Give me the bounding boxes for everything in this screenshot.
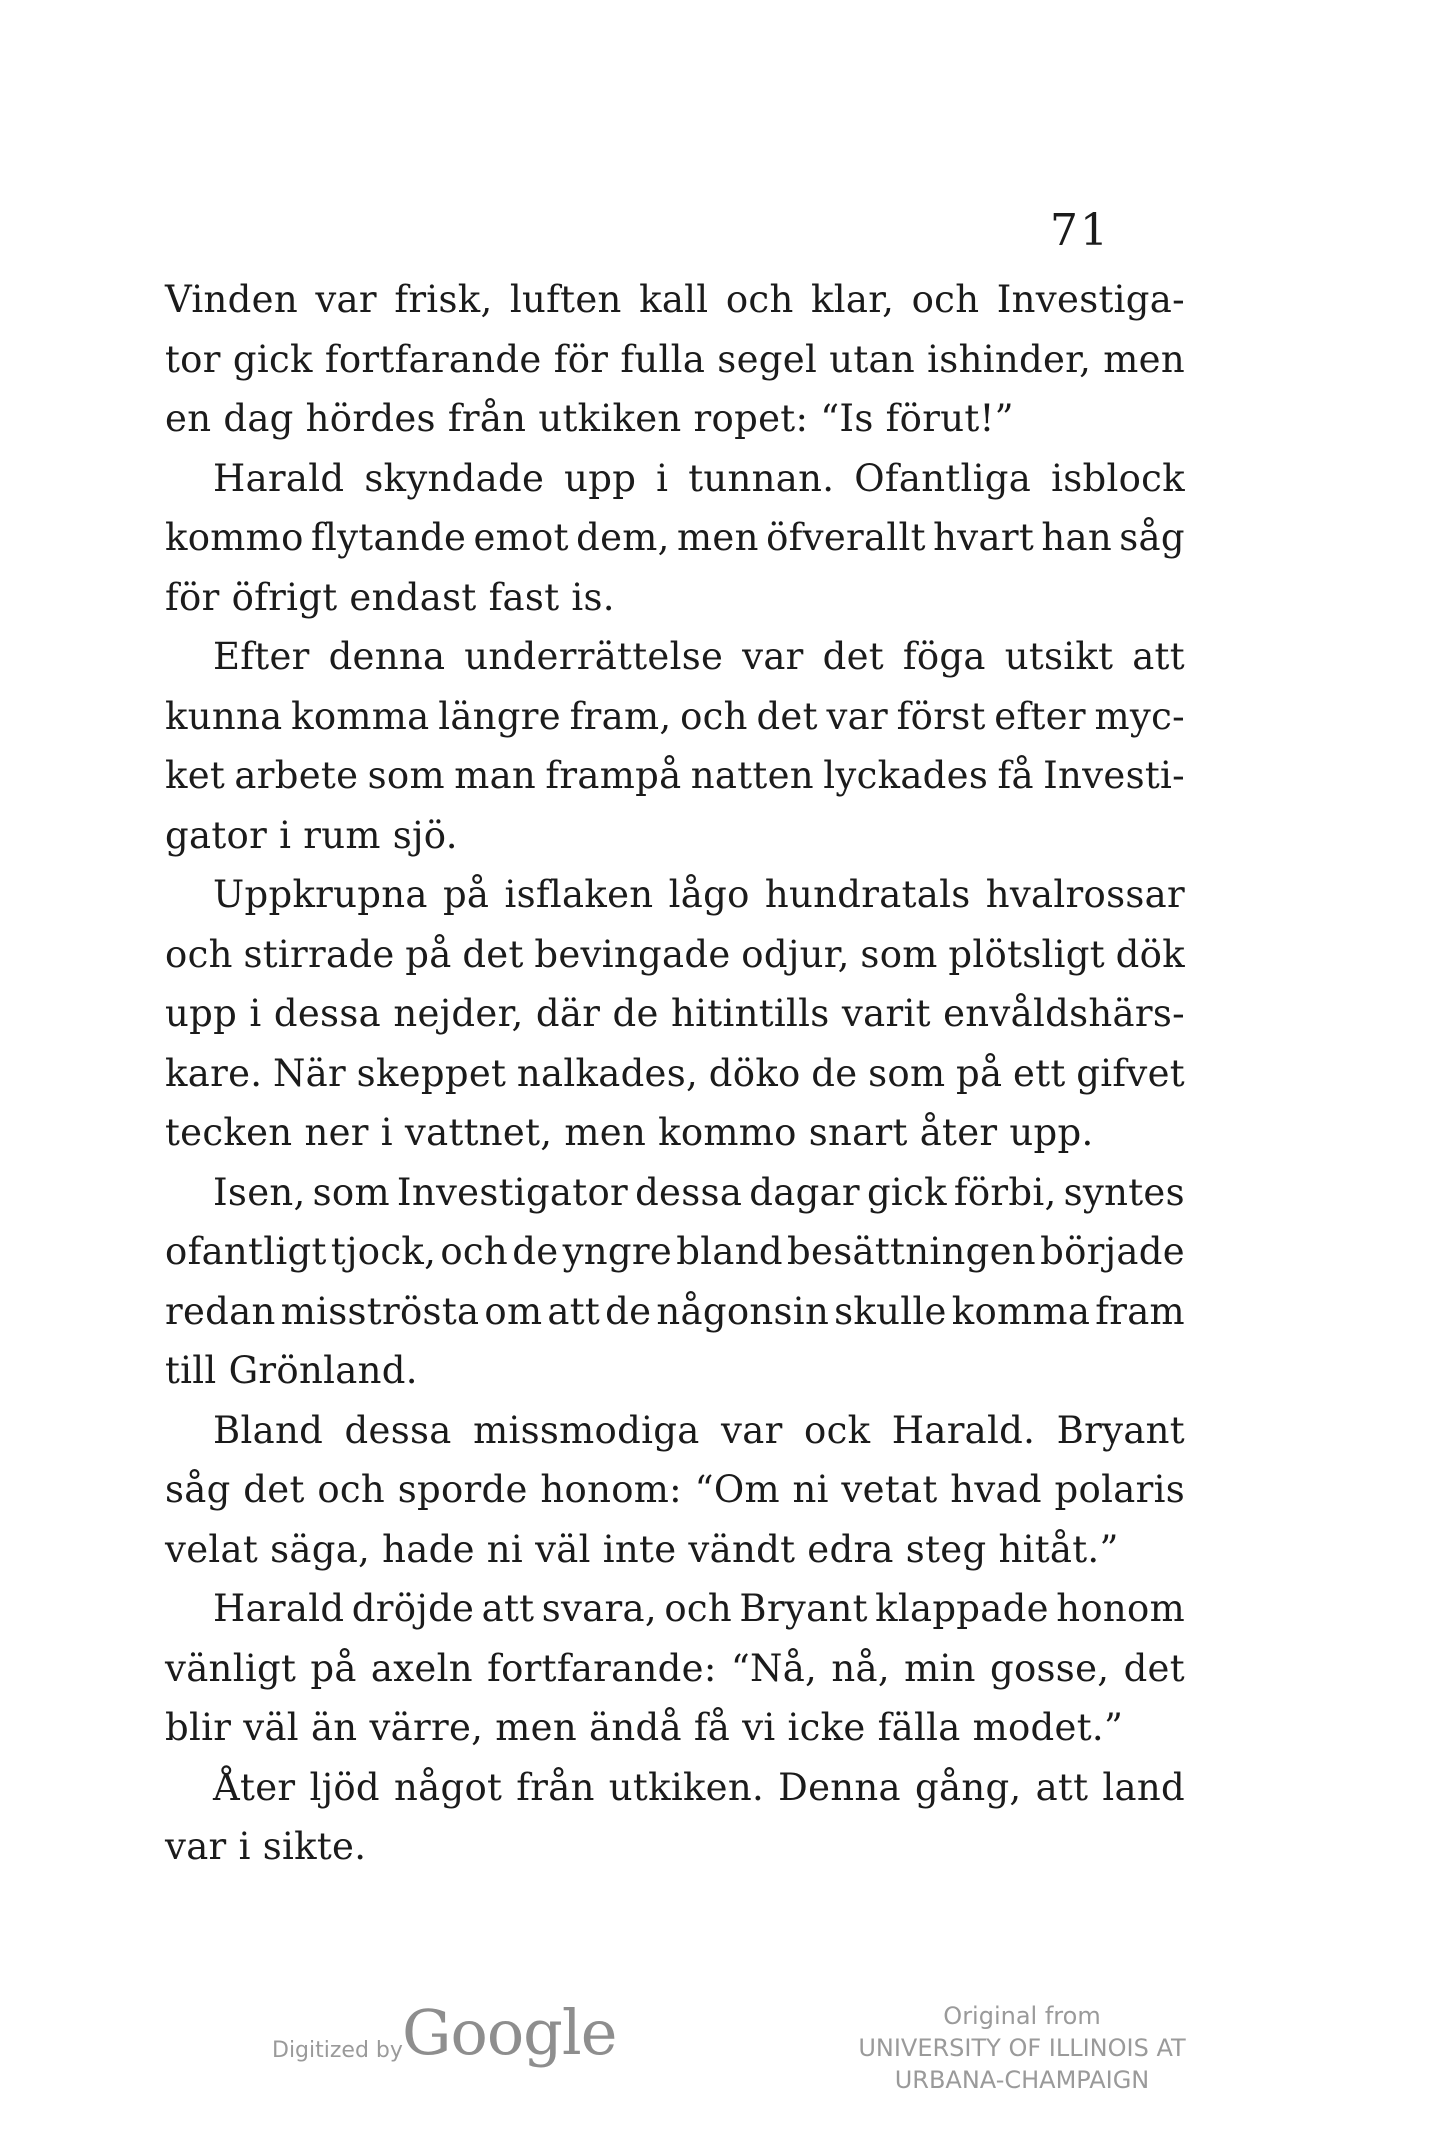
word: dröjde bbox=[351, 1587, 475, 1630]
word: Investiga- bbox=[996, 278, 1185, 321]
word: lyckades bbox=[823, 754, 989, 797]
word: men bbox=[677, 516, 759, 559]
word: modet.” bbox=[972, 1706, 1124, 1749]
word: hundratals bbox=[764, 873, 971, 916]
word: misströsta bbox=[280, 1289, 480, 1333]
word: myc- bbox=[1094, 694, 1185, 738]
word: odjur, bbox=[741, 932, 850, 976]
text-line bbox=[165, 1222, 1185, 1282]
word: ket bbox=[165, 754, 226, 797]
word: natten bbox=[690, 754, 814, 797]
original-from-label: Original from bbox=[943, 2002, 1101, 2030]
text-line bbox=[165, 1460, 1185, 1520]
university-label: UNIVERSITY OF ILLINOIS AT bbox=[858, 2034, 1186, 2062]
word: och bbox=[664, 1587, 733, 1630]
word: det bbox=[756, 694, 818, 738]
word: endast bbox=[349, 575, 477, 619]
word: än bbox=[310, 1706, 358, 1749]
word: gator bbox=[165, 813, 268, 857]
word: förut!” bbox=[885, 397, 1014, 440]
word: Åter bbox=[213, 1765, 296, 1809]
word: Bryant bbox=[1056, 1408, 1185, 1452]
word: Vinden bbox=[165, 278, 298, 321]
word: det bbox=[822, 635, 884, 678]
word: var bbox=[742, 635, 804, 678]
word: skeppet bbox=[356, 1051, 507, 1095]
text-line bbox=[165, 1520, 1185, 1580]
word: tor bbox=[165, 337, 221, 381]
word: i bbox=[380, 1111, 393, 1154]
word: började bbox=[1040, 1230, 1185, 1273]
word: att bbox=[1132, 635, 1185, 678]
word: Harald bbox=[213, 1587, 345, 1630]
word: kommo bbox=[165, 516, 304, 559]
text-line bbox=[165, 270, 1185, 330]
word: “Nå, bbox=[730, 1646, 818, 1690]
text-line bbox=[165, 1401, 1185, 1461]
word: kare. bbox=[165, 1051, 263, 1095]
word: hitåt.” bbox=[998, 1527, 1119, 1571]
text-line bbox=[165, 1698, 1185, 1758]
word: men bbox=[1103, 337, 1185, 381]
word: dessa bbox=[344, 1408, 452, 1452]
word: i bbox=[238, 1825, 251, 1868]
word: redan bbox=[165, 1289, 276, 1333]
word: icke bbox=[787, 1706, 866, 1749]
word: i bbox=[249, 992, 262, 1035]
word: hvad bbox=[950, 1468, 1042, 1511]
word: det bbox=[1123, 1646, 1185, 1690]
word: Investigator bbox=[396, 1170, 629, 1214]
digitized-by-label: Digitized by bbox=[272, 2038, 403, 2063]
word: Uppkrupna bbox=[213, 873, 428, 916]
word: steg bbox=[905, 1527, 987, 1571]
word: gick bbox=[232, 337, 313, 381]
word: värre, bbox=[369, 1706, 484, 1749]
word: ner bbox=[304, 1111, 369, 1154]
word: nalkades, bbox=[516, 1051, 699, 1095]
word: varit bbox=[841, 992, 931, 1035]
word: segel bbox=[717, 337, 818, 381]
word: få bbox=[997, 754, 1034, 797]
word: “Om bbox=[694, 1468, 780, 1511]
word: de bbox=[612, 992, 659, 1035]
word: först bbox=[896, 694, 986, 738]
word: och bbox=[680, 694, 748, 738]
word: gosse, bbox=[989, 1646, 1110, 1690]
word: som bbox=[860, 932, 938, 976]
word: land bbox=[1102, 1765, 1185, 1809]
word: vattnet, bbox=[404, 1111, 553, 1154]
word: i bbox=[656, 456, 669, 500]
word: öfrigt bbox=[231, 575, 338, 619]
word: säga, bbox=[270, 1527, 371, 1571]
word: klar, bbox=[811, 278, 895, 321]
word: dessa bbox=[635, 1170, 743, 1214]
text-line bbox=[165, 389, 1185, 449]
word: Denna bbox=[778, 1765, 901, 1809]
word: fortfarande bbox=[324, 337, 542, 381]
text-line bbox=[165, 1282, 1185, 1342]
word: vändt bbox=[688, 1527, 796, 1571]
word: “Is bbox=[820, 397, 874, 440]
word: Ofantliga bbox=[854, 456, 1032, 500]
word: underrättelse bbox=[464, 635, 724, 678]
word: fram bbox=[1095, 1289, 1185, 1333]
text-line bbox=[165, 508, 1185, 568]
word: Bland bbox=[213, 1408, 324, 1452]
word: tjock, bbox=[330, 1230, 437, 1273]
word: komma bbox=[951, 1289, 1091, 1333]
word: stirrade bbox=[243, 932, 395, 976]
word: hvart bbox=[933, 516, 1035, 559]
text-line bbox=[165, 1341, 1185, 1401]
word: Harald bbox=[213, 456, 345, 500]
text-line bbox=[165, 330, 1185, 390]
word: sjö. bbox=[392, 813, 458, 857]
word: kunna bbox=[165, 694, 283, 738]
word: utkiken bbox=[538, 397, 682, 440]
word: det bbox=[243, 1468, 305, 1511]
word: vänligt bbox=[165, 1646, 297, 1690]
word: besättningen bbox=[787, 1230, 1036, 1273]
word: dagar bbox=[749, 1170, 860, 1214]
word: flytande bbox=[310, 516, 467, 559]
word: sporde bbox=[397, 1468, 528, 1511]
word: var bbox=[315, 278, 377, 321]
word: de bbox=[811, 1051, 858, 1095]
word: såg bbox=[165, 1468, 231, 1511]
word: längre bbox=[438, 694, 561, 738]
text-line bbox=[165, 1817, 1185, 1877]
word: gifvet bbox=[1076, 1051, 1185, 1095]
word: blir bbox=[165, 1706, 232, 1749]
text-line bbox=[165, 806, 1185, 866]
text-line bbox=[165, 865, 1185, 925]
word: Bryant bbox=[739, 1587, 868, 1630]
word: utan bbox=[829, 337, 916, 381]
word: lågo bbox=[668, 873, 750, 916]
text-line bbox=[165, 1103, 1185, 1163]
word: som bbox=[868, 1051, 946, 1095]
word: min bbox=[904, 1646, 976, 1690]
word: fälla bbox=[877, 1706, 961, 1749]
word: isblock bbox=[1051, 456, 1185, 500]
word: ni bbox=[792, 1468, 829, 1511]
word: snart bbox=[808, 1111, 908, 1154]
word: att bbox=[481, 1587, 535, 1630]
word: gick bbox=[866, 1170, 947, 1214]
word: Grönland. bbox=[228, 1349, 418, 1392]
word: dag bbox=[223, 397, 294, 440]
word: i bbox=[279, 813, 292, 857]
word: åter bbox=[919, 1111, 998, 1154]
word: man bbox=[454, 754, 537, 797]
word: att bbox=[547, 1289, 601, 1333]
word: vi bbox=[742, 1706, 776, 1749]
word: få bbox=[693, 1706, 731, 1749]
word: men bbox=[495, 1706, 577, 1749]
word: och bbox=[911, 278, 980, 321]
word: hördes bbox=[305, 397, 436, 440]
word: syntes bbox=[1063, 1170, 1185, 1214]
word: att bbox=[1035, 1765, 1089, 1809]
word: ett bbox=[1013, 1051, 1066, 1095]
word: utsikt bbox=[1004, 635, 1114, 678]
word: inte bbox=[602, 1527, 677, 1571]
word: honom: bbox=[540, 1468, 682, 1511]
word: upp. bbox=[1009, 1111, 1094, 1154]
word: frisk, bbox=[394, 278, 493, 321]
word: klappade bbox=[875, 1587, 1049, 1630]
word: vetat bbox=[841, 1468, 938, 1511]
word: utkiken. bbox=[608, 1765, 765, 1809]
word: och bbox=[440, 1230, 509, 1273]
word: Harald. bbox=[891, 1408, 1036, 1452]
word: fulla bbox=[620, 337, 706, 381]
word: plötsligt bbox=[948, 932, 1105, 976]
text-line bbox=[165, 687, 1185, 747]
word: tecken bbox=[165, 1111, 293, 1154]
text-line bbox=[165, 1044, 1185, 1104]
text-line bbox=[165, 1758, 1185, 1818]
word: ropet: bbox=[693, 397, 809, 440]
word: och bbox=[165, 932, 233, 976]
word: is. bbox=[571, 575, 615, 619]
word: velat bbox=[165, 1527, 259, 1571]
text-line bbox=[165, 1639, 1185, 1699]
word: kommo bbox=[658, 1111, 797, 1154]
word: honom bbox=[1056, 1587, 1185, 1630]
word: upp bbox=[165, 992, 238, 1035]
word: för bbox=[165, 575, 220, 619]
word: yngre bbox=[562, 1230, 673, 1273]
word: nå, bbox=[831, 1646, 890, 1690]
word: svara, bbox=[541, 1587, 657, 1630]
word: till bbox=[165, 1349, 217, 1392]
word: var bbox=[165, 1825, 227, 1868]
word: något bbox=[393, 1765, 503, 1809]
word: ni bbox=[486, 1527, 524, 1571]
word: på bbox=[442, 873, 490, 916]
word: de bbox=[512, 1230, 559, 1273]
word: och bbox=[317, 1468, 386, 1511]
word: fortfarande: bbox=[487, 1646, 717, 1690]
word: missmodiga bbox=[473, 1408, 700, 1452]
word: men bbox=[564, 1111, 647, 1154]
word: som bbox=[312, 1170, 390, 1214]
text-line bbox=[165, 449, 1185, 509]
word: var bbox=[721, 1408, 783, 1452]
word: och bbox=[725, 278, 794, 321]
word: sikte. bbox=[262, 1825, 367, 1868]
footer bbox=[0, 1990, 1434, 2129]
word: envåldshärs- bbox=[943, 992, 1185, 1035]
library-credit bbox=[812, 2000, 1232, 2096]
word: för bbox=[553, 337, 609, 381]
word: de bbox=[605, 1289, 652, 1333]
word: denna bbox=[328, 635, 446, 678]
text-line bbox=[165, 1163, 1185, 1223]
word: från bbox=[447, 397, 527, 440]
word: om bbox=[484, 1289, 543, 1333]
word: frampå bbox=[545, 754, 682, 797]
campus-label: URBANA-CHAMPAIGN bbox=[894, 2066, 1150, 2094]
word: isflaken bbox=[504, 873, 654, 916]
body-text bbox=[165, 270, 1185, 1877]
word: såg bbox=[1119, 516, 1185, 559]
word: väl bbox=[243, 1706, 299, 1749]
word: det bbox=[462, 932, 524, 976]
word: föga bbox=[902, 635, 986, 678]
word: hitintills bbox=[671, 992, 830, 1035]
word: en bbox=[165, 397, 212, 440]
word: dessa bbox=[273, 992, 381, 1035]
word: bevingade bbox=[534, 932, 731, 976]
word: som bbox=[367, 754, 445, 797]
word: hvalrossar bbox=[985, 873, 1185, 916]
word: ändå bbox=[588, 1706, 682, 1749]
word: När bbox=[272, 1051, 347, 1095]
word: upp bbox=[564, 456, 637, 500]
word: emot bbox=[473, 516, 569, 559]
word: dök bbox=[1115, 932, 1185, 976]
text-line bbox=[165, 746, 1185, 806]
word: luften bbox=[509, 278, 622, 321]
word: från bbox=[516, 1765, 595, 1809]
word: ljöd bbox=[309, 1765, 380, 1809]
word: döko bbox=[708, 1051, 801, 1095]
word: på bbox=[405, 932, 452, 976]
word: bland bbox=[676, 1230, 783, 1273]
word: polaris bbox=[1054, 1468, 1185, 1511]
word: väl bbox=[535, 1527, 591, 1571]
text-line bbox=[165, 1579, 1185, 1639]
word: kall bbox=[639, 278, 709, 321]
word: rum bbox=[303, 813, 381, 857]
word: Isen, bbox=[213, 1170, 306, 1214]
word: på bbox=[956, 1051, 1003, 1095]
word: han bbox=[1041, 516, 1112, 559]
word: fast bbox=[488, 575, 560, 619]
word: förbi, bbox=[953, 1170, 1057, 1214]
word: ofantligt bbox=[165, 1230, 327, 1273]
word: på bbox=[310, 1646, 357, 1690]
word: skulle bbox=[834, 1289, 947, 1333]
word: axeln bbox=[370, 1646, 473, 1690]
word: Efter bbox=[213, 635, 310, 678]
word: efter bbox=[994, 694, 1086, 738]
word: Investi- bbox=[1043, 754, 1185, 797]
word: skyndade bbox=[364, 456, 545, 500]
word: edra bbox=[807, 1527, 894, 1571]
word: komma bbox=[291, 694, 430, 738]
word: var bbox=[826, 694, 888, 738]
word: någonsin bbox=[656, 1289, 830, 1333]
word: gång, bbox=[914, 1765, 1022, 1809]
word: där bbox=[535, 992, 601, 1035]
text-line bbox=[165, 984, 1185, 1044]
text-line bbox=[165, 925, 1185, 985]
word: tunnan. bbox=[688, 456, 835, 500]
word: ishinder, bbox=[927, 337, 1092, 381]
text-line bbox=[165, 627, 1185, 687]
google-logo: Google bbox=[402, 1996, 617, 2069]
word: arbete bbox=[234, 754, 359, 797]
word: fram, bbox=[569, 694, 672, 738]
word: öfverallt bbox=[766, 516, 926, 559]
word: ock bbox=[804, 1408, 871, 1452]
word: hade bbox=[382, 1527, 475, 1571]
word: nejder, bbox=[393, 992, 524, 1035]
text-line bbox=[165, 568, 1185, 628]
page-number: 71 bbox=[1050, 205, 1110, 256]
word: dem, bbox=[576, 516, 670, 559]
